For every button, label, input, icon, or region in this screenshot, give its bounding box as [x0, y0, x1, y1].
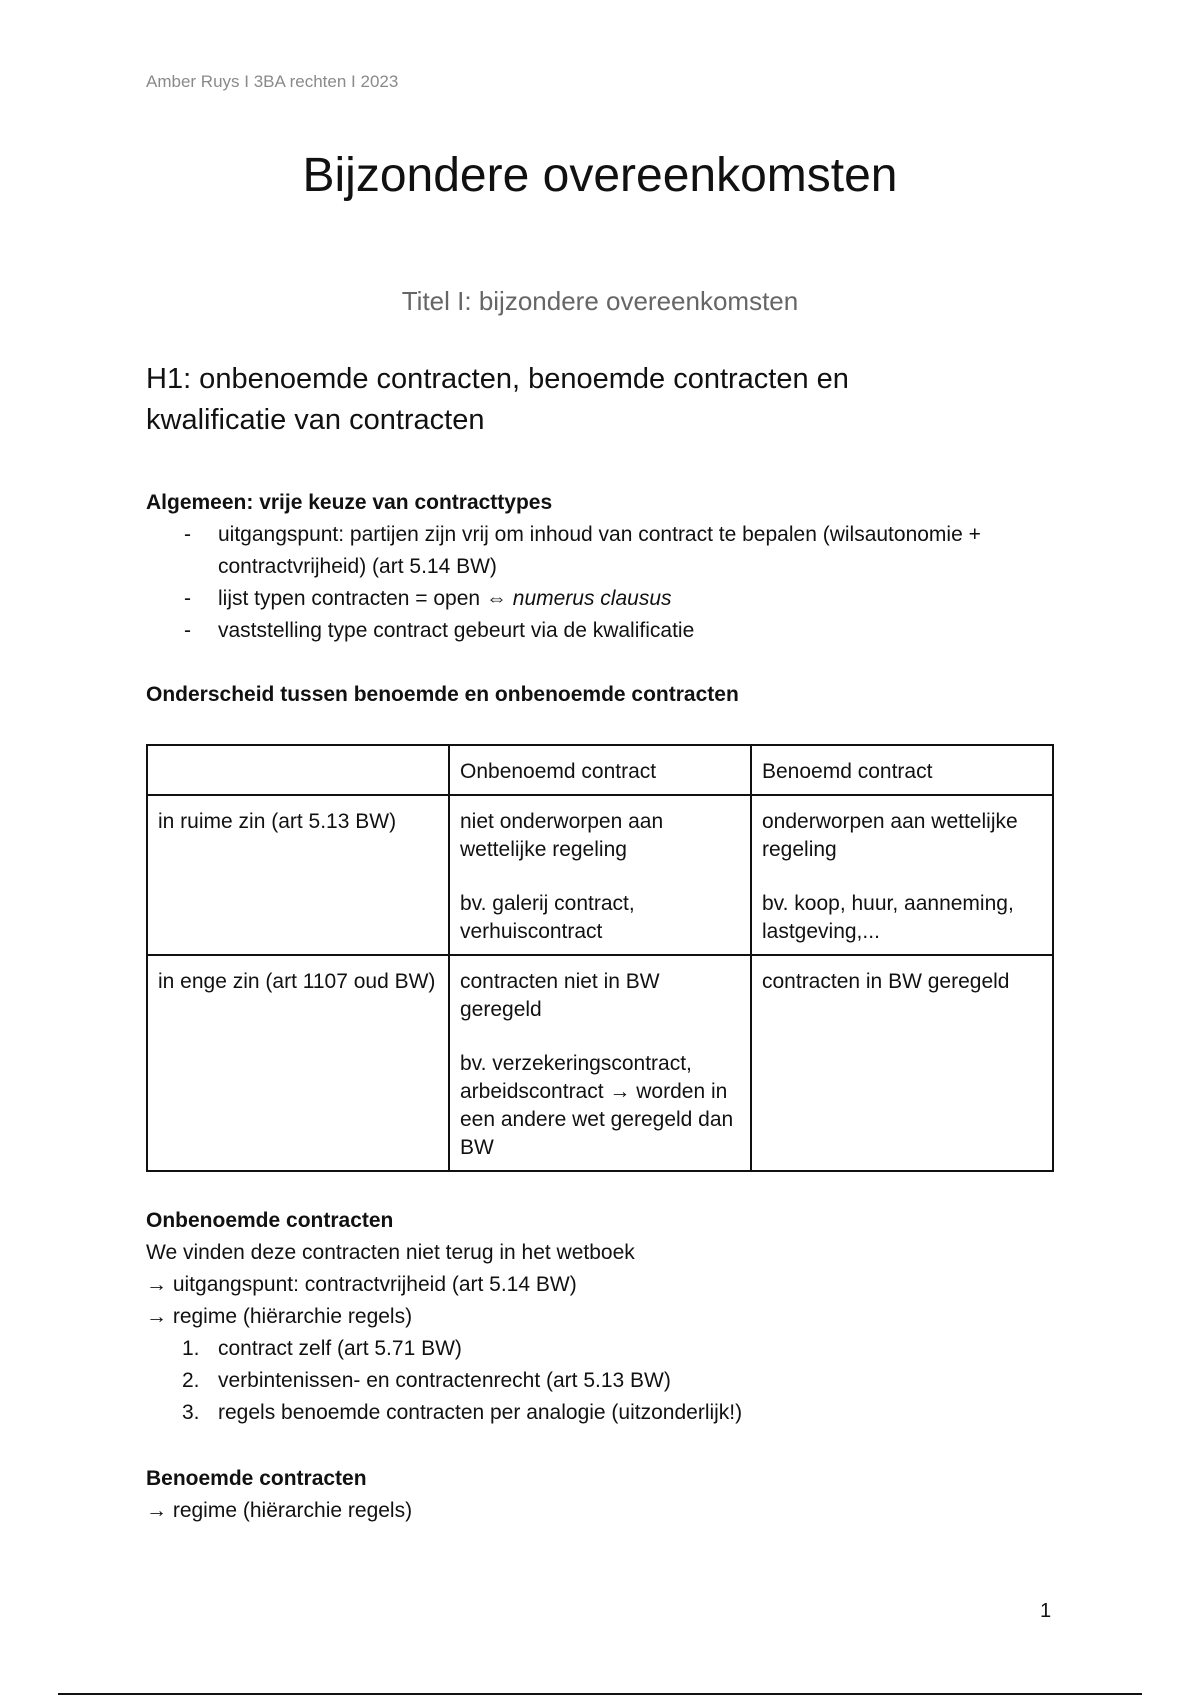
table-cell: [751, 795, 1053, 955]
table-cell: [751, 955, 1053, 1171]
paragraph: We vinden deze contracten niet terug in het wetboek: [146, 1241, 635, 1264]
paragraph: → regime (hiërarchie regels): [146, 1499, 413, 1522]
list-item-text: vaststelling type contract gebeurt via de kwalificatie: [218, 619, 695, 642]
cell-text: bv. verzekeringscontract, arbeidscontract → worden in een andere wet geregeld dan BW: [460, 1052, 734, 1159]
list-item-text: contract zelf (art 5.71 BW): [218, 1337, 462, 1360]
table-header-row: [147, 745, 1053, 795]
numbered-list: [146, 1333, 1106, 1429]
paragraph: → regime (hiërarchie regels): [146, 1305, 413, 1328]
list-number: 2.: [182, 1369, 200, 1392]
list-number: 3.: [182, 1401, 200, 1424]
chapter-heading: [146, 359, 1086, 441]
chapter-heading-line2: kwalificatie van contracten: [146, 404, 485, 436]
section-general: [146, 487, 1106, 647]
footer-divider: [58, 1693, 1142, 1695]
paragraph: → uitgangspunt: contractvrijheid (art 5.14 BW): [146, 1273, 577, 1296]
chapter-heading-line1: H1: onbenoemde contracten, benoemde contracten en: [146, 363, 849, 395]
table-row: [147, 795, 1053, 955]
cell-text: niet onderworpen aan wettelijke regeling: [460, 810, 664, 861]
cell-text: contracten in BW geregeld: [762, 970, 1010, 993]
list-item-text: regels benoemde contracten per analogie (uitzonderlijk!): [218, 1401, 743, 1424]
list-item-text: lijst typen contracten = open ⇔: [218, 587, 507, 610]
section-heading: Onderscheid tussen benoemde en onbenoemde contracten: [146, 683, 739, 706]
page-number: 1: [1040, 1600, 1052, 1622]
table-header-cell: [147, 745, 449, 795]
section-heading: Benoemde contracten: [146, 1467, 367, 1490]
list-item-text: uitgangspunt: partijen zijn vrij om inhoud van contract te bepalen (wilsautonomie + contractvrijheid) (art 5.14 BW): [218, 523, 981, 578]
bullet-list: [146, 519, 1106, 647]
document-subtitle: Titel I: bijzondere overeenkomsten: [401, 286, 799, 316]
list-item: [146, 1397, 1106, 1429]
list-item-text: verbintenissen- en contractenrecht (art 5.13 BW): [218, 1369, 671, 1392]
section-named-contracts: [146, 1463, 1106, 1527]
table-row: [147, 955, 1053, 1171]
list-item: [146, 1365, 1106, 1397]
table-header-cell: Benoemd contract: [751, 745, 1053, 795]
list-item: [146, 1333, 1106, 1365]
table-cell: [449, 795, 751, 955]
cell-text: bv. galerij contract, verhuiscontract: [460, 892, 635, 943]
section-heading: Algemeen: vrije keuze van contracttypes: [146, 491, 553, 514]
cell-text: bv. koop, huur, aanneming, lastgeving,...: [762, 892, 1014, 943]
comparison-table: [146, 744, 1054, 1172]
table-header-cell: Onbenoemd contract: [449, 745, 751, 795]
list-item: [146, 615, 1106, 647]
header-meta: Amber Ruys I 3BA rechten I 2023: [146, 72, 399, 91]
cell-text: contracten niet in BW geregeld: [460, 970, 660, 1021]
section-heading: Onbenoemde contracten: [146, 1209, 394, 1232]
table-row-label: in ruime zin (art 5.13 BW): [147, 795, 449, 955]
list-number: 1.: [182, 1337, 200, 1360]
table-cell: [449, 955, 751, 1171]
table-row-label: in enge zin (art 1107 oud BW): [147, 955, 449, 1171]
cell-text: onderworpen aan wettelijke regeling: [762, 810, 1018, 861]
list-item: [146, 519, 1106, 583]
section-unnamed-contracts: [146, 1205, 1106, 1429]
list-item: [146, 583, 1106, 615]
document-title: Bijzondere overeenkomsten: [302, 149, 898, 202]
list-item-italic: numerus clausus: [512, 587, 672, 610]
